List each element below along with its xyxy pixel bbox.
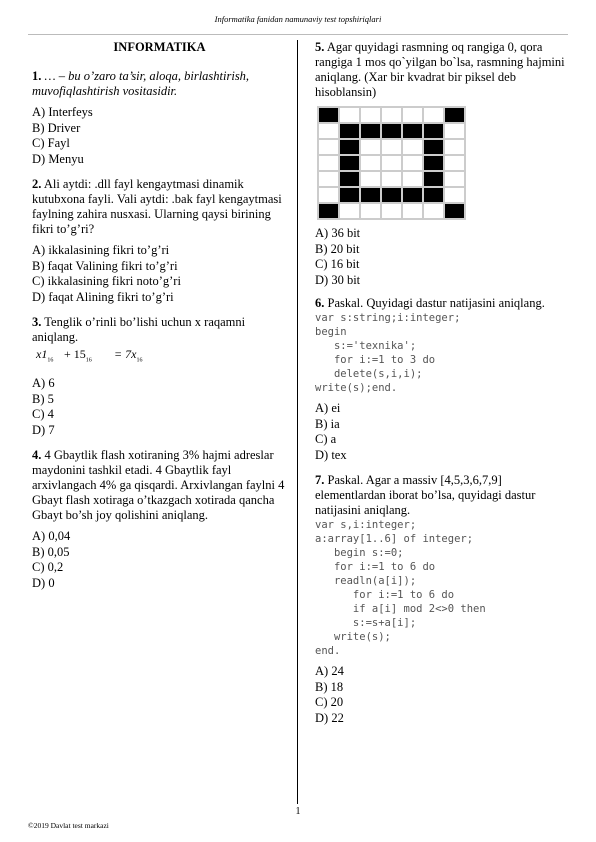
option[interactable]: B) faqat Valining fikri to’g’ri: [32, 258, 178, 273]
question-5-stem: [315, 40, 570, 100]
question-1-stem: [32, 69, 287, 99]
question-7: [315, 473, 570, 726]
pixel-black: [318, 107, 339, 123]
question-text: … – bu o’zaro ta’sir, aloqa, birlashtirish, muvofiqlashtirish vositasidir.: [32, 69, 250, 98]
option[interactable]: D) tex: [315, 447, 347, 462]
pixel-white: [423, 107, 444, 123]
pixel-white: [444, 155, 465, 171]
pixel-black: [318, 203, 339, 219]
pixel-white: [381, 171, 402, 187]
pixel-white: [318, 171, 339, 187]
option[interactable]: B) 5: [32, 391, 54, 406]
option[interactable]: C) a: [315, 432, 337, 446]
pixel-white: [444, 139, 465, 155]
question-6: [315, 296, 570, 463]
pixel-black: [339, 139, 360, 155]
question-5: [315, 40, 570, 288]
pixel-black: [360, 187, 381, 203]
question-3-stem: [32, 315, 287, 345]
pixel-white: [360, 171, 381, 187]
question-4-stem: [32, 448, 287, 523]
question-number: 3.: [32, 315, 42, 329]
question-text: Ali aytdi: .dll fayl kengaytmasi dinamik kutubxona fayli. Vali aytdi: .bak fayl kengaytmasi faylning zahira nusxasi. Ularning qaysi birining fikri to’g’ri?: [32, 177, 282, 236]
option[interactable]: B) 20 bit: [315, 241, 360, 256]
question-number: 6.: [315, 296, 325, 310]
pixel-white: [360, 139, 381, 155]
pixel-white: [444, 187, 465, 203]
pixel-white: [381, 155, 402, 171]
header-divider: [28, 34, 568, 35]
option[interactable]: A) Interfeys: [32, 105, 93, 119]
option[interactable]: A) ikkalasining fikri to’g’ri: [32, 243, 170, 257]
pixel-white: [318, 187, 339, 203]
right-column: [315, 40, 570, 736]
option[interactable]: C) Fayl: [32, 136, 70, 150]
option[interactable]: B) 18: [315, 679, 344, 694]
option[interactable]: B) 0,05: [32, 544, 70, 559]
option[interactable]: A) 24: [315, 664, 344, 678]
option[interactable]: B) ia: [315, 416, 340, 431]
pixel-white: [318, 155, 339, 171]
question-number: 5.: [315, 40, 325, 54]
option[interactable]: D) 7: [32, 422, 55, 437]
question-6-stem: [315, 296, 570, 311]
pixel-black: [339, 155, 360, 171]
pixel-black: [423, 123, 444, 139]
pixel-black: [360, 123, 381, 139]
pixel-white: [402, 155, 423, 171]
pixel-white: [402, 203, 423, 219]
pixel-black: [381, 123, 402, 139]
pixel-white: [360, 107, 381, 123]
equation-term: = $7x_{16}$: [114, 347, 143, 364]
pixel-black: [444, 203, 465, 219]
options: [315, 401, 570, 463]
column-divider: [297, 40, 298, 804]
question-text: 4 Gbaytlik flash xotiraning 3% hajmi adreslar maydonini tashkil etadi. 4 Gbaytlik fayl arxivlangach 4% ga qisqardi. Arxivlangan faylni 4 Gbayt flash xotiraga o’tkazgach xotirada qancha Gbayt bo’sh joy qolishini aniqlang.: [32, 448, 285, 522]
option[interactable]: C) 4: [32, 407, 54, 421]
pixel-white: [444, 123, 465, 139]
pixel-black: [339, 187, 360, 203]
pixel-white: [444, 171, 465, 187]
pixel-white: [402, 171, 423, 187]
code-block: var s,i:integer; a:array[1..6] of integer; begin s:=0; for i:=1 to 6 do readln(a[i]); for i:=1 to 6 do if a[i] mod 2<>0 then s:=s+a[i]; write(s); end.: [315, 519, 486, 657]
option[interactable]: A) 6: [32, 376, 55, 390]
pixel-white: [318, 139, 339, 155]
option[interactable]: D) 22: [315, 710, 344, 725]
options: [315, 664, 570, 726]
question-number: 7.: [315, 473, 325, 487]
pixel-white: [360, 203, 381, 219]
pixel-black: [423, 171, 444, 187]
pixel-black: [339, 123, 360, 139]
pixel-white: [402, 139, 423, 155]
question-number: 4.: [32, 448, 42, 462]
question-3: [32, 315, 287, 438]
left-column: [32, 40, 287, 601]
pixel-white: [381, 107, 402, 123]
copyright: ©2019 Davlat test markazi: [28, 821, 109, 830]
options: [315, 226, 570, 288]
pixel-image: [317, 106, 466, 220]
pixel-white: [381, 203, 402, 219]
option[interactable]: B) Driver: [32, 120, 81, 135]
question-2: [32, 177, 287, 305]
pixel-black: [402, 123, 423, 139]
code-block: var s:string;i:integer; begin s:='texnika'; for i:=1 to 3 do delete(s,i,i); write(s);end.: [315, 312, 461, 394]
pixel-white: [381, 139, 402, 155]
question-number: 1.: [32, 69, 42, 83]
question-2-stem: [32, 177, 287, 237]
options: [32, 376, 287, 438]
pixel-black: [423, 139, 444, 155]
option[interactable]: C) 0,2: [32, 560, 64, 574]
option[interactable]: A) 0,04: [32, 529, 71, 543]
pixel-white: [360, 155, 381, 171]
option[interactable]: C) ikkalasining fikri noto’g’ri: [32, 274, 181, 288]
pixel-black: [444, 107, 465, 123]
equation-term: + $15_{16}$: [64, 347, 92, 364]
page-title: INFORMATIKA: [113, 40, 206, 54]
question-text: Paskal. Quyidagi dastur natijasini aniqlang.: [327, 296, 545, 310]
pixel-black: [381, 187, 402, 203]
pixel-black: [339, 171, 360, 187]
pixel-black: [402, 187, 423, 203]
pixel-white: [318, 123, 339, 139]
pixel-black: [423, 155, 444, 171]
pixel-white: [339, 203, 360, 219]
option[interactable]: C) 20: [315, 695, 344, 709]
option[interactable]: D) 30 bit: [315, 272, 361, 287]
question-4: [32, 448, 287, 591]
options: [32, 243, 287, 305]
pixel-white: [339, 107, 360, 123]
page-header: Informatika fanidan namunaviy test topshiriqlari: [214, 14, 382, 24]
pixel-white: [423, 203, 444, 219]
option[interactable]: D) faqat Alining fikri to’g’ri: [32, 289, 174, 304]
pixel-white: [402, 107, 423, 123]
question-text: Agar quyidagi rasmning oq rangiga 0, qora rangiga 1 mos qo`yilgan bo`lsa, rasmning hajmini aniqlang. (Xar bir kvadrat bir piksel deb hisoblansin): [315, 40, 565, 99]
option[interactable]: A) ei: [315, 401, 341, 415]
option[interactable]: D) Menyu: [32, 151, 84, 166]
page-number: 1: [295, 806, 301, 817]
option[interactable]: D) 0: [32, 575, 55, 590]
options: [32, 105, 287, 167]
question-7-stem: [315, 473, 570, 518]
question-1: [32, 69, 287, 167]
question-number: 2.: [32, 177, 42, 191]
equation-term: $x1_{16}$: [36, 347, 54, 364]
question-text: Tenglik o’rinli bo’lishi uchun x raqamni aniqlang.: [32, 315, 246, 344]
option[interactable]: A) 36 bit: [315, 226, 361, 240]
equation: [36, 347, 287, 369]
options: [32, 529, 287, 591]
pixel-black: [423, 187, 444, 203]
option[interactable]: C) 16 bit: [315, 257, 360, 271]
question-text: Paskal. Agar a massiv [4,5,3,6,7,9] elementlardan iborat bo’lsa, quyidagi dastur natijasini aniqlang.: [315, 473, 536, 517]
